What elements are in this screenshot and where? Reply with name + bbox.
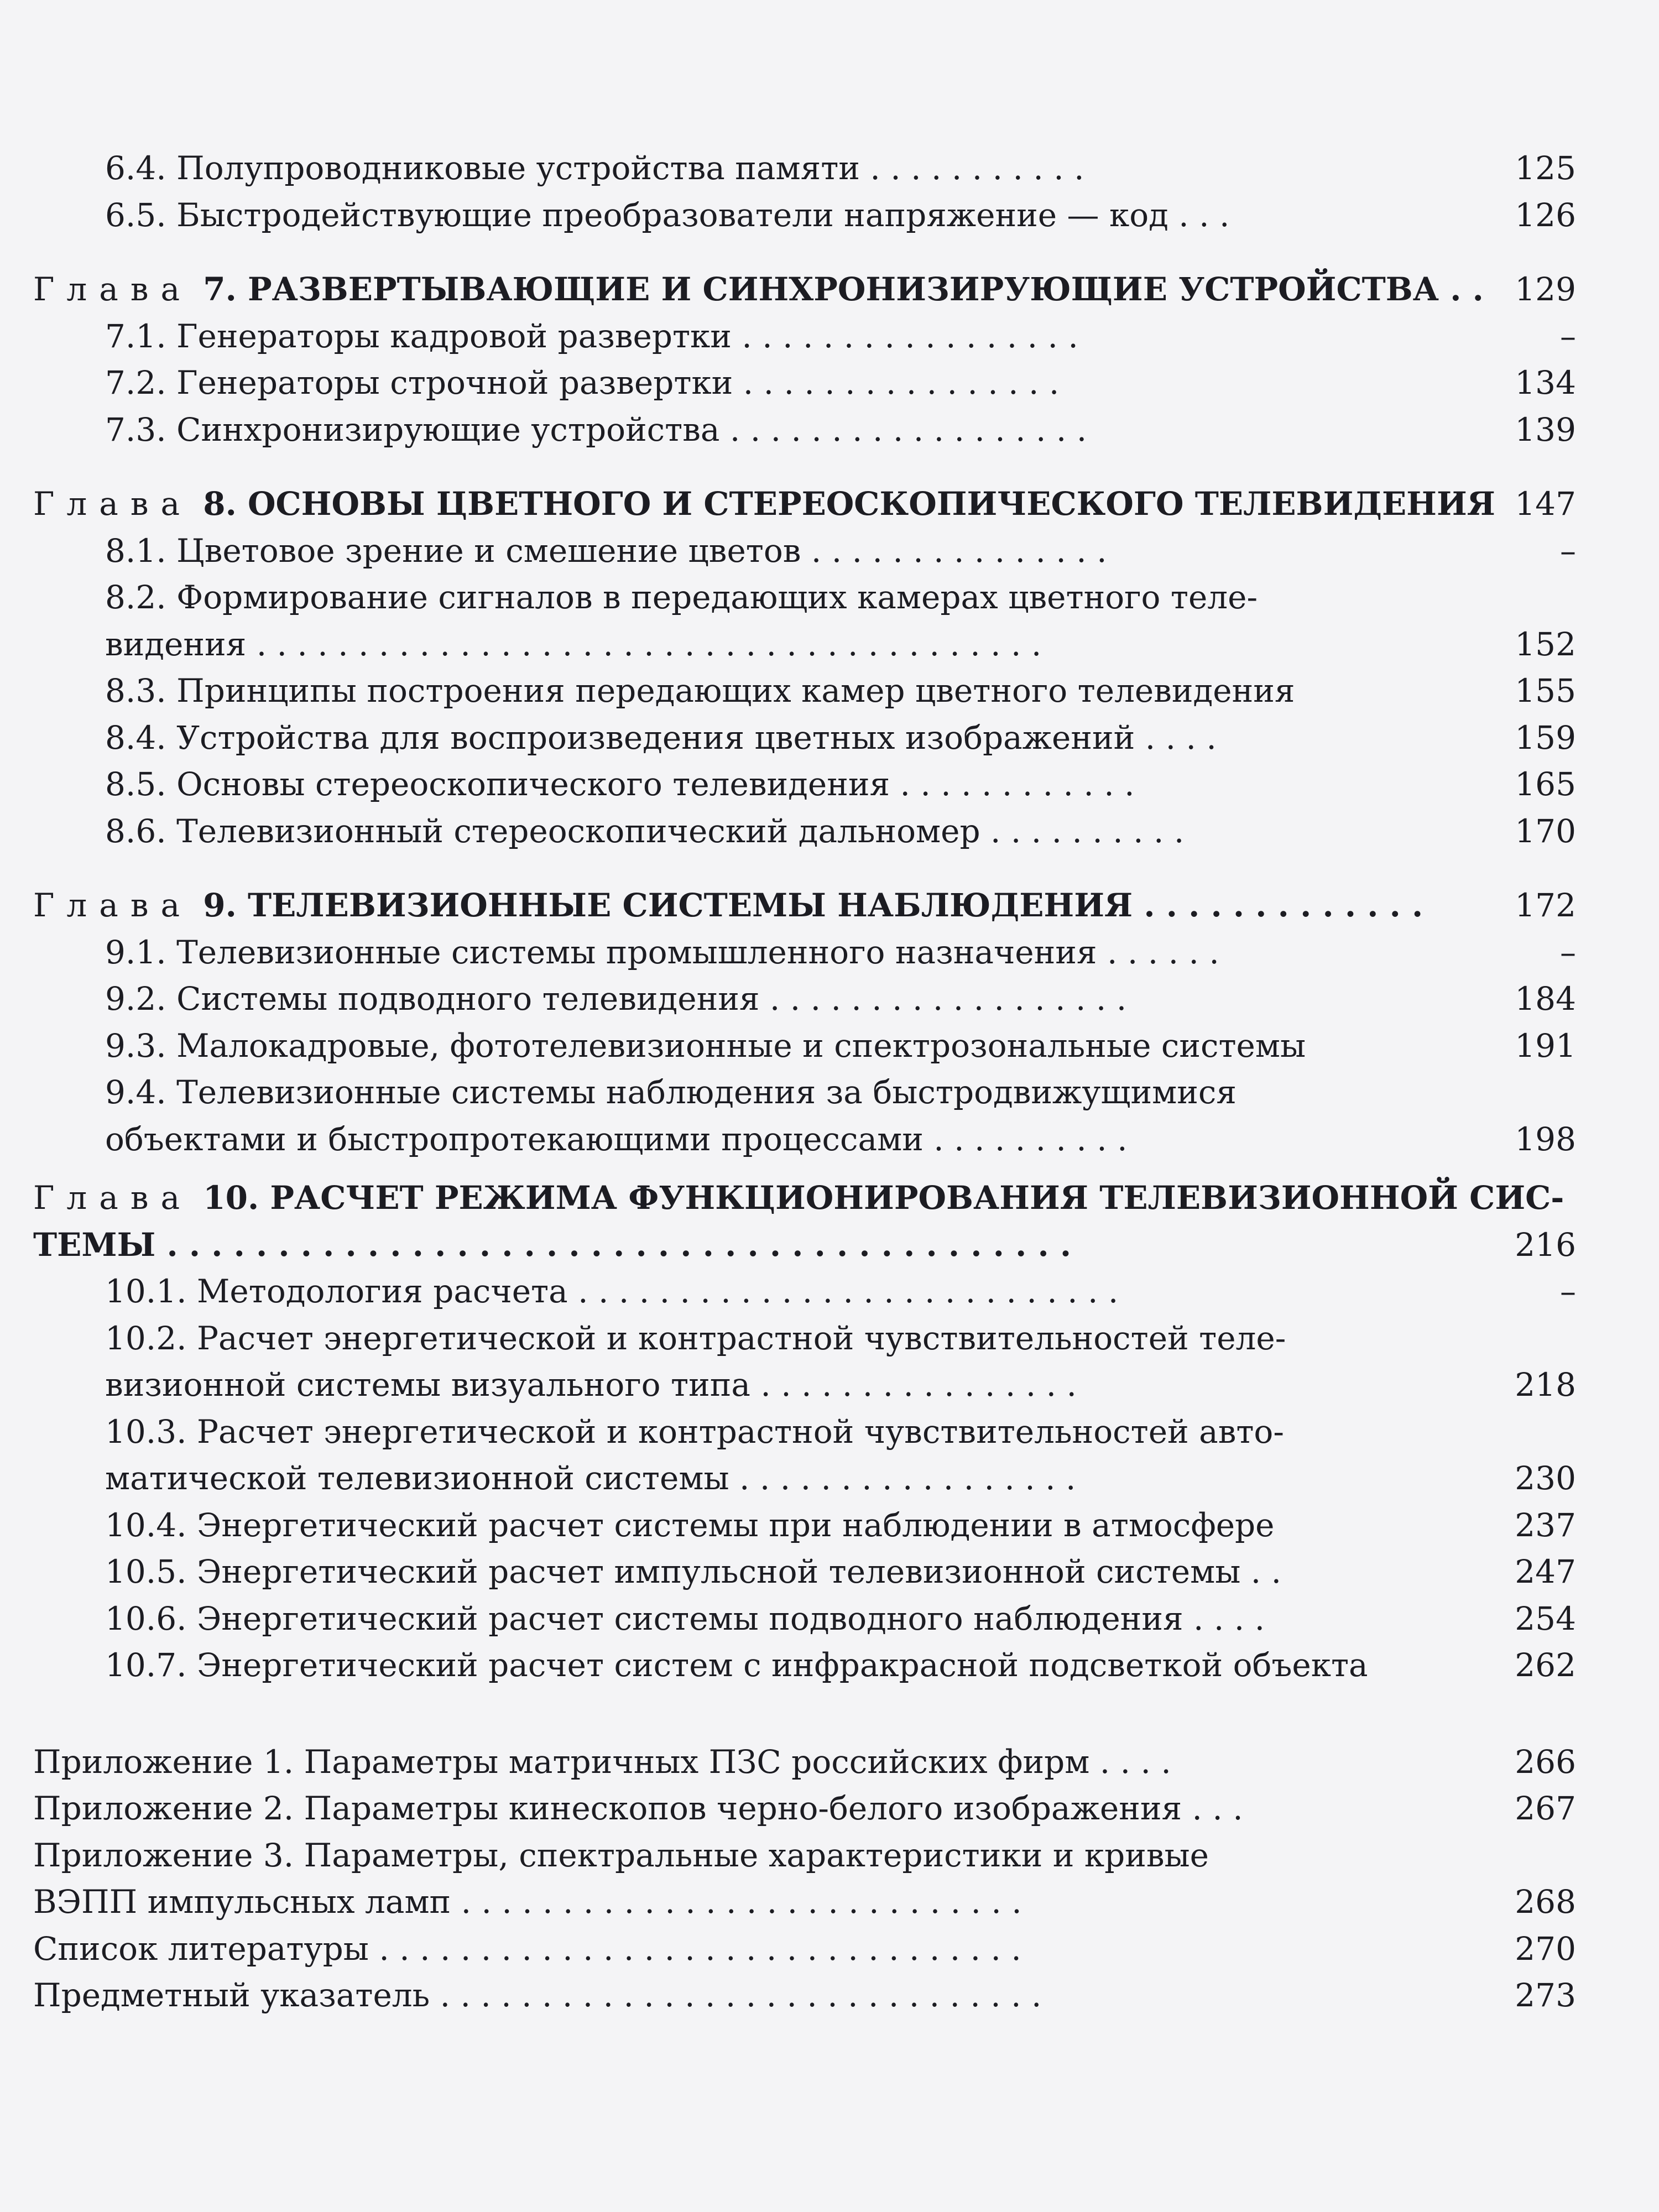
chapter-heading xyxy=(33,882,1576,929)
toc-entry xyxy=(33,192,1576,239)
toc-entry-page: – xyxy=(1560,317,1576,355)
toc-entry-text: Предметный указатель . . . . . . . . . . . . . . . . . . . . . . . . . . . . . . xyxy=(33,1976,1042,2014)
toc-entry-page: 172 xyxy=(1515,886,1576,924)
toc-entry-page: 134 xyxy=(1515,364,1576,401)
toc-entry-text: 10.1. Методология расчета . . . . . . . . . . . . . . . . . . . . . . . . . . . xyxy=(105,1272,1119,1310)
table-of-contents xyxy=(33,145,1576,2019)
chapter-heading xyxy=(33,1175,1576,1222)
toc-entry-text: 7.2. Генераторы строчной развертки . . . . . . . . . . . . . . . . xyxy=(105,364,1060,401)
toc-entry-page: 218 xyxy=(1515,1366,1576,1404)
chapter-heading-continuation xyxy=(33,1222,1576,1269)
toc-entry xyxy=(33,1268,1576,1315)
toc-entry xyxy=(33,1548,1576,1595)
toc-entry-text: визионной системы визуального типа . . . . . . . . . . . . . . . . xyxy=(105,1366,1077,1404)
appendix-entry xyxy=(33,1832,1576,1879)
toc-entry-page: 147 xyxy=(1515,485,1576,523)
toc-entry-page: 139 xyxy=(1515,410,1576,448)
toc-entry xyxy=(33,1502,1576,1549)
toc-entry xyxy=(33,574,1576,621)
chapter-heading xyxy=(33,266,1576,313)
toc-entry xyxy=(33,1069,1576,1116)
toc-entry xyxy=(33,667,1576,714)
toc-entry-text: 6.4. Полупроводниковые устройства памяти . . . . . . . . . . . xyxy=(105,149,1084,187)
toc-entry-page: 216 xyxy=(1515,1225,1576,1264)
chapter-title: 9. ТЕЛЕВИЗИОННЫЕ СИСТЕМЫ НАБЛЮДЕНИЯ . . . . . . . . . . . . . xyxy=(192,886,1423,924)
toc-entry xyxy=(33,406,1576,453)
toc-entry-page: 254 xyxy=(1515,1599,1576,1637)
chapter-title: 10. РАСЧЕТ РЕЖИМА ФУНКЦИОНИРОВАНИЯ ТЕЛЕВИЗИОННОЙ СИС- xyxy=(192,1179,1564,1217)
toc-entry-text: 8.3. Принципы построения передающих камер цветного телевидения xyxy=(105,672,1295,709)
toc-entry-page: 273 xyxy=(1515,1976,1576,2014)
toc-entry-page: 184 xyxy=(1515,980,1576,1018)
toc-entry-page: 159 xyxy=(1515,718,1576,757)
toc-entry-text: 8.1. Цветовое зрение и смешение цветов . . . . . . . . . . . . . . . xyxy=(105,531,1107,570)
toc-entry-page: – xyxy=(1560,933,1576,971)
toc-entry-text: 9.3. Малокадровые, фототелевизионные и спектрозональные системы xyxy=(105,1026,1306,1065)
toc-entry xyxy=(33,145,1576,192)
toc-entry-text: ВЭПП импульсных ламп . . . . . . . . . . . . . . . . . . . . . . . . . . . . xyxy=(33,1883,1022,1921)
toc-entry-text: 10.6. Энергетический расчет системы подводного наблюдения . . . . xyxy=(105,1599,1265,1637)
toc-entry xyxy=(33,1315,1576,1362)
toc-entry xyxy=(33,1642,1576,1689)
chapter-title: 7. РАЗВЕРТЫВАЮЩИЕ И СИНХРОНИЗИРУЮЩИЕ УСТРОЙСТВА . . xyxy=(192,270,1484,308)
bibliography-entry xyxy=(33,1926,1576,1973)
toc-entry-page: 237 xyxy=(1515,1506,1576,1544)
toc-entry-text: 8.4. Устройства для воспроизведения цветных изображений . . . . xyxy=(105,718,1217,757)
chapter-word: Глава xyxy=(33,485,192,523)
toc-entry xyxy=(33,1408,1576,1455)
toc-entry-text: 10.7. Энергетический расчет систем с инфракрасной подсветкой объекта xyxy=(105,1646,1368,1684)
toc-entry-continuation xyxy=(33,1116,1576,1163)
toc-entry-text: 10.4. Энергетический расчет системы при наблюдении в атмосфере xyxy=(105,1506,1275,1544)
toc-entry-text: 8.6. Телевизионный стереоскопический дальномер . . . . . . . . . . xyxy=(105,812,1185,850)
toc-entry-text: 8.2. Формирование сигналов в передающих камерах цветного теле- xyxy=(105,578,1258,616)
toc-entry xyxy=(33,929,1576,976)
toc-entry-text: Приложение 2. Параметры кинескопов черно-белого изображения . . . xyxy=(33,1790,1243,1827)
toc-entry xyxy=(33,359,1576,406)
toc-entry-text: 8.5. Основы стереоскопического телевидения . . . . . . . . . . . . xyxy=(105,765,1135,803)
chapter-title: 8. ОСНОВЫ ЦВЕТНОГО И СТЕРЕОСКОПИЧЕСКОГО ТЕЛЕВИДЕНИЯ xyxy=(192,485,1495,523)
toc-entry xyxy=(33,761,1576,808)
toc-entry-continuation xyxy=(33,621,1576,668)
toc-entry-page: 268 xyxy=(1515,1883,1576,1921)
toc-entry-page: 230 xyxy=(1515,1459,1576,1497)
toc-entry-page: 266 xyxy=(1515,1743,1576,1781)
toc-entry xyxy=(33,1595,1576,1642)
toc-entry xyxy=(33,808,1576,855)
toc-entry xyxy=(33,528,1576,575)
toc-entry xyxy=(33,1022,1576,1070)
toc-entry-page: 170 xyxy=(1515,812,1576,850)
toc-entry-text: видения . . . . . . . . . . . . . . . . . . . . . . . . . . . . . . . . . . . . . . . xyxy=(105,625,1042,663)
toc-entry-page: 198 xyxy=(1515,1120,1576,1158)
toc-entry-page: 126 xyxy=(1515,196,1576,234)
toc-entry-page: 247 xyxy=(1515,1553,1576,1590)
toc-entry-page: 155 xyxy=(1515,672,1576,709)
toc-entry-page: 152 xyxy=(1515,625,1576,663)
chapter-word: Глава xyxy=(33,886,192,924)
toc-entry-text: 10.2. Расчет энергетической и контрастной чувствительностей теле- xyxy=(105,1319,1286,1357)
toc-entry-text: матической телевизионной системы . . . . . . . . . . . . . . . . . xyxy=(105,1459,1076,1497)
toc-entry-text: 9.4. Телевизионные системы наблюдения за быстродвижущимися xyxy=(105,1073,1237,1111)
toc-entry-continuation xyxy=(33,1455,1576,1502)
toc-entry-text: объектами и быстропротекающими процессами . . . . . . . . . . xyxy=(105,1120,1128,1158)
toc-entry xyxy=(33,975,1576,1022)
toc-entry-page: 129 xyxy=(1515,270,1576,308)
toc-entry-text: 10.5. Энергетический расчет импульсной телевизионной системы . . xyxy=(105,1553,1282,1590)
toc-entry-text: Приложение 3. Параметры, спектральные характеристики и кривые xyxy=(33,1836,1209,1874)
toc-entry-text: 9.2. Системы подводного телевидения . . . . . . . . . . . . . . . . . . xyxy=(105,980,1127,1018)
toc-entry-text: 7.1. Генераторы кадровой развертки . . . . . . . . . . . . . . . . . xyxy=(105,317,1078,355)
toc-entry-page: – xyxy=(1560,1272,1576,1310)
toc-entry-continuation xyxy=(33,1361,1576,1408)
toc-entry xyxy=(33,313,1576,360)
chapter-word: Глава xyxy=(33,270,192,308)
toc-entry-text: 7.3. Синхронизирующие устройства . . . . . . . . . . . . . . . . . . xyxy=(105,410,1087,448)
toc-entry-text: 10.3. Расчет энергетической и контрастной чувствительностей авто- xyxy=(105,1412,1284,1451)
appendix-entry xyxy=(33,1785,1576,1832)
index-entry xyxy=(33,1972,1576,2019)
appendix-entry xyxy=(33,1739,1576,1786)
toc-entry-text: Приложение 1. Параметры матричных ПЗС российских фирм . . . . xyxy=(33,1743,1171,1781)
chapter-heading xyxy=(33,481,1576,528)
appendix-entry-continuation xyxy=(33,1879,1576,1926)
toc-entry xyxy=(33,714,1576,761)
toc-entry-page: 191 xyxy=(1515,1026,1576,1065)
chapter-title: ТЕМЫ . . . . . . . . . . . . . . . . . . . . . . . . . . . . . . . . . . . . . . . . . xyxy=(33,1225,1072,1264)
chapter-word: Глава xyxy=(33,1179,192,1217)
toc-entry-page: 267 xyxy=(1515,1790,1576,1827)
toc-entry-text: 6.5. Быстродействующие преобразователи напряжение — код . . . xyxy=(105,196,1230,234)
toc-entry-page: 125 xyxy=(1515,149,1576,187)
toc-entry-page: 165 xyxy=(1515,765,1576,803)
toc-entry-page: – xyxy=(1560,531,1576,570)
toc-entry-page: 262 xyxy=(1515,1646,1576,1684)
toc-entry-text: 9.1. Телевизионные системы промышленного назначения . . . . . . xyxy=(105,933,1219,971)
toc-entry-page: 270 xyxy=(1515,1929,1576,1968)
toc-entry-text: Список литературы . . . . . . . . . . . . . . . . . . . . . . . . . . . . . . . . xyxy=(33,1929,1021,1968)
